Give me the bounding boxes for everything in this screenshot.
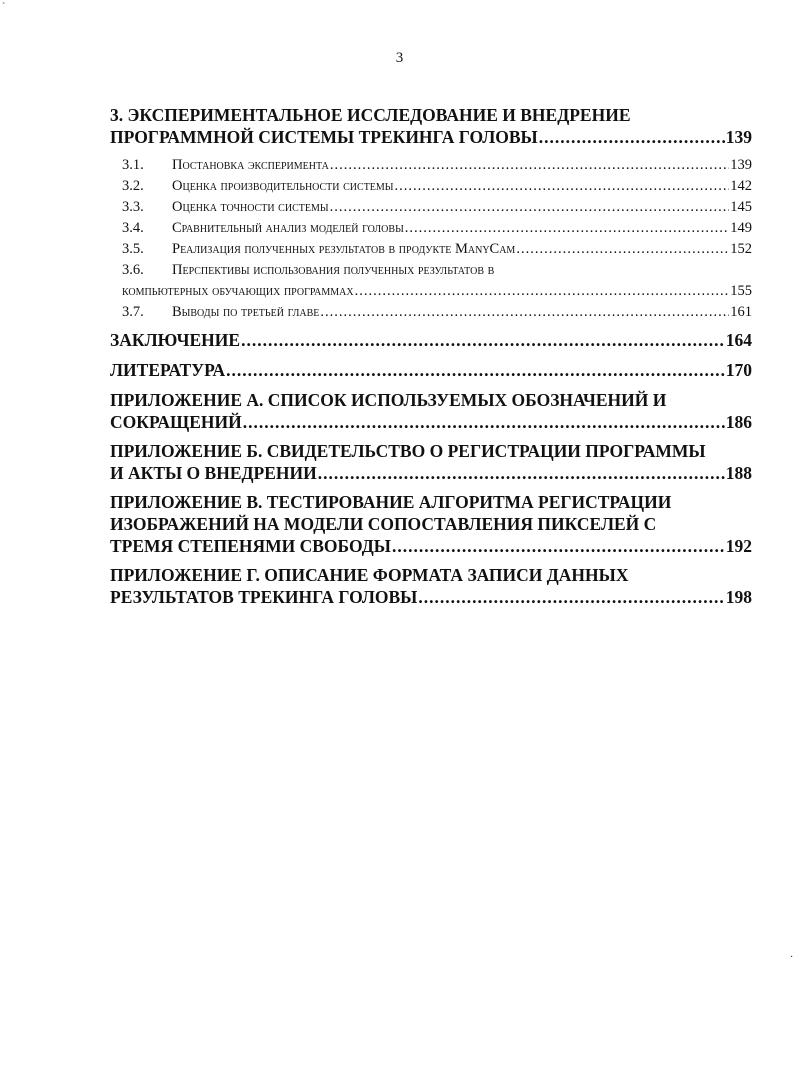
dot-leader <box>418 586 724 608</box>
dot-leader <box>405 218 729 239</box>
dot-leader <box>320 302 729 323</box>
subsection-number: 3.6. <box>122 262 144 278</box>
dot-leader <box>330 197 730 218</box>
subsection-title: Постановка эксперимента <box>172 157 329 173</box>
appendix-b-page: 188 <box>725 463 752 483</box>
toc-entry-3-2 <box>110 176 752 197</box>
dot-leader <box>330 155 729 176</box>
literature-title: ЛИТЕРАТУРА <box>110 360 226 380</box>
subsection-title: Сравнительный анализ моделей головы <box>172 220 404 236</box>
toc-entry-literature <box>110 359 752 381</box>
chapter-3-page: 139 <box>725 127 752 147</box>
appendix-v-title-line2: ИЗОБРАЖЕНИЙ НА МОДЕЛИ СОПОСТАВЛЕНИЯ ПИКСЕЛЕЙ С <box>110 514 657 534</box>
toc-entry-appendix-b <box>110 440 752 484</box>
conclusion-page: 164 <box>725 330 752 350</box>
dot-leader <box>516 239 729 260</box>
scan-mark-right: · <box>790 952 794 963</box>
literature-page: 170 <box>725 360 752 380</box>
appendix-g-page: 198 <box>725 587 752 607</box>
subsection-number: 3.5. <box>122 241 144 257</box>
subsection-number: 3.3. <box>122 199 144 215</box>
subsection-page: 139 <box>730 157 752 173</box>
appendix-v-page: 192 <box>725 536 752 556</box>
chapter-3-subsections <box>110 155 752 323</box>
conclusion-title: ЗАКЛЮЧЕНИЕ <box>110 330 241 350</box>
toc-entry-appendix-v <box>110 491 752 557</box>
subsection-title: Перспективы использования полученных результатов в <box>172 262 495 278</box>
toc-entry-appendix-a <box>110 389 752 433</box>
appendix-b-title-line1: ПРИЛОЖЕНИЕ Б. СВИДЕТЕЛЬСТВО О РЕГИСТРАЦИИ ПРОГРАММЫ <box>110 441 706 461</box>
dot-leader <box>395 176 730 197</box>
appendix-a-title-line1: ПРИЛОЖЕНИЕ А. СПИСОК ИСПОЛЬЗУЕМЫХ ОБОЗНАЧЕНИЙ И <box>110 390 667 410</box>
appendix-g-title-line1: ПРИЛОЖЕНИЕ Г. ОПИСАНИЕ ФОРМАТА ЗАПИСИ ДАННЫХ <box>110 565 629 585</box>
scan-mark-top-left: ` <box>2 2 6 13</box>
subsection-number: 3.2. <box>122 178 144 194</box>
toc-entry-3-4 <box>110 218 752 239</box>
dot-leader <box>241 329 725 351</box>
toc-entry-conclusion <box>110 329 752 351</box>
appendix-g-title-line2: РЕЗУЛЬТАТОВ ТРЕКИНГА ГОЛОВЫ <box>110 587 418 607</box>
subsection-number: 3.1. <box>122 157 144 173</box>
toc-entry-appendix-g <box>110 564 752 608</box>
dot-leader <box>243 411 725 433</box>
subsection-number: 3.7. <box>122 304 144 320</box>
appendix-a-page: 186 <box>725 412 752 432</box>
chapter-3-title-line1: 3. ЭКСПЕРИМЕНТАЛЬНОЕ ИССЛЕДОВАНИЕ И ВНЕДРЕНИЕ <box>110 105 631 125</box>
appendix-b-title-line2: И АКТЫ О ВНЕДРЕНИИ <box>110 463 317 483</box>
subsection-page: 161 <box>730 304 752 320</box>
appendix-v-title-line1: ПРИЛОЖЕНИЕ В. ТЕСТИРОВАНИЕ АЛГОРИТМА РЕГИСТРАЦИИ <box>110 492 672 512</box>
dot-leader <box>355 281 730 302</box>
dot-leader <box>539 126 725 148</box>
toc-entry-3-5 <box>110 239 752 260</box>
subsection-title-continued: компьютерных обучающих программах <box>122 283 354 299</box>
table-of-contents <box>110 104 752 615</box>
toc-entry-3-7 <box>110 302 752 323</box>
subsection-title: Реализация полученных результатов в продукте ManyCam <box>172 241 516 257</box>
dot-leader <box>318 462 725 484</box>
subsection-page: 152 <box>730 241 752 257</box>
toc-entry-3-6 <box>110 260 752 302</box>
chapter-3-title-line2: ПРОГРАММНОЙ СИСТЕМЫ ТРЕКИНГА ГОЛОВЫ <box>110 127 538 147</box>
appendix-v-title-line3: ТРЕМЯ СТЕПЕНЯМИ СВОБОДЫ <box>110 536 391 556</box>
appendix-a-title-line2: СОКРАЩЕНИЙ <box>110 412 242 432</box>
subsection-title: Оценка точности системы <box>172 199 329 215</box>
subsection-number: 3.4. <box>122 220 144 236</box>
subsection-title: Выводы по третьей главе <box>172 304 320 320</box>
toc-entry-3-3 <box>110 197 752 218</box>
subsection-page: 145 <box>730 199 752 215</box>
subsection-title: Оценка производительности системы <box>172 178 394 194</box>
subsection-page: 142 <box>730 178 752 194</box>
toc-entry-chapter-3 <box>110 104 752 148</box>
toc-entry-3-1 <box>110 155 752 176</box>
page-number: 3 <box>395 50 404 66</box>
dot-leader <box>226 359 725 381</box>
subsection-page: 155 <box>730 283 752 299</box>
subsection-page: 149 <box>730 220 752 236</box>
dot-leader <box>392 535 725 557</box>
